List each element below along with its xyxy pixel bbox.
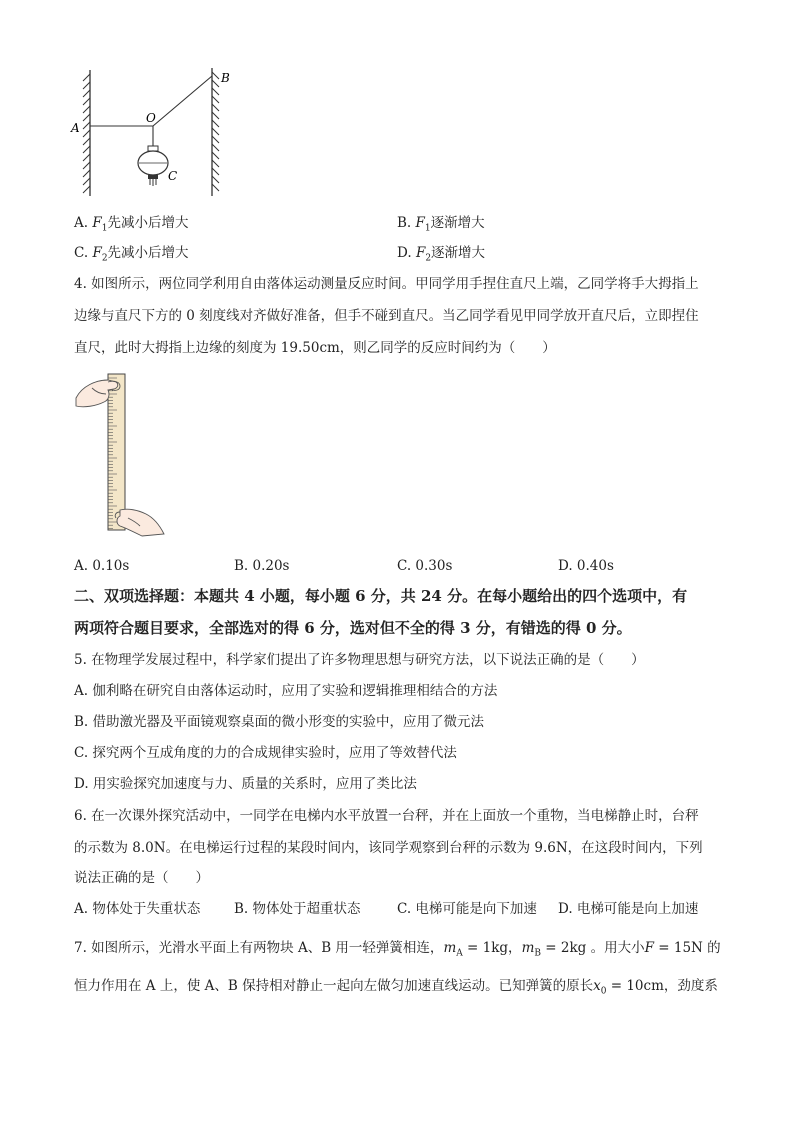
q5-option-b: B. 借助激光器及平面镜观察桌面的微小形变的实验中，应用了微元法 <box>74 714 485 730</box>
ruler <box>108 374 125 530</box>
q4-stem-line1: 4. 如图所示，两位同学利用自由落体运动测量反应时间。甲同学用手捏住直尺上端，乙同学将手大拇指上 <box>74 276 699 292</box>
q3-option-a: A. $F_1$先减小后增大 <box>74 215 189 234</box>
q3-option-d: D. $F_2$逐渐增大 <box>397 245 486 264</box>
label-a: A <box>71 121 80 135</box>
q6-stem-line3: 说法正确的是（ ） <box>74 870 209 886</box>
q4-option-b: B. 0.20s <box>234 558 290 574</box>
q6-option-b: B. 物体处于超重状态 <box>234 901 361 917</box>
q7-stem-line2: 恒力作用在 A 上，使 A、B 保持相对静止一起向左做匀加速直线运动。已知弹簧的原长$x_0 = 10cm$，劲度系 <box>74 978 718 997</box>
q6-option-a: A. 物体处于失重状态 <box>74 901 201 917</box>
q5-stem: 5. 在物理学发展过程中，科学家们提出了许多物理思想与研究方法，以下说法正确的是（ ） <box>74 652 645 668</box>
section2-heading-line2: 两项符合题目要求，全部选对的得 6 分，选对但不全的得 3 分，有错选的得 0 分。 <box>74 619 632 637</box>
label-b: B <box>221 71 230 85</box>
q6-option-d: D. 电梯可能是向上加速 <box>558 901 699 917</box>
section2-heading-line1: 二、双项选择题：本题共 4 小题，每小题 6 分，共 24 分。在每小题给出的四个选项中，有 <box>74 587 688 605</box>
figure-ruler-hands <box>72 370 167 540</box>
q6-stem-line1: 6. 在一次课外探究活动中，一同学在电梯内水平放置一台秤，并在上面放一个重物，当电梯静止时，台秤 <box>74 808 699 824</box>
q4-option-d: D. 0.40s <box>558 558 614 574</box>
q4-option-c: C. 0.30s <box>397 558 453 574</box>
q6-option-c: C. 电梯可能是向下加速 <box>397 901 537 917</box>
q4-stem-line3: 直尺，此时大拇指上边缘的刻度为 19.50cm，则乙同学的反应时间约为（ ） <box>74 340 556 356</box>
string-ob <box>153 76 212 126</box>
q5-option-c: C. 探究两个互成角度的力的合成规律实验时，应用了等效替代法 <box>74 745 457 761</box>
q4-option-a: A. 0.10s <box>74 558 130 574</box>
q5-option-d: D. 用实验探究加速度与力、质量的关系时，应用了类比法 <box>74 776 417 792</box>
q4-stem-line2: 边缘与直尺下方的 0 刻度线对齐做好准备，但手不碰到直尺。当乙同学看见甲同学放开直尺后，立即捏住 <box>74 308 699 324</box>
q5-option-a: A. 伽利略在研究自由落体运动时，应用了实验和逻辑推理相结合的方法 <box>74 683 498 699</box>
hand-bottom-icon <box>115 509 164 536</box>
figure-hanging-lamp <box>66 64 241 204</box>
lamp-icon <box>138 146 168 186</box>
q3-option-c: C. $F_2$先减小后增大 <box>74 245 189 264</box>
q3-option-b: B. $F_1$逐渐增大 <box>397 215 485 234</box>
q7-stem-line1: 7. 如图所示，光滑水平面上有两物块 A、B 用一轻弹簧相连，$m_A = 1kg$，$m_B = 2kg$ 。用大小F = 15N 的 <box>74 940 721 959</box>
label-o: O <box>146 111 156 125</box>
label-c: C <box>168 169 178 183</box>
right-wall <box>212 68 219 196</box>
left-wall <box>83 70 90 196</box>
q6-stem-line2: 的示数为 8.0N。在电梯运行过程的某段时间内，该同学观察到台秤的示数为 9.6N，在这段时间内，下列 <box>74 840 703 856</box>
